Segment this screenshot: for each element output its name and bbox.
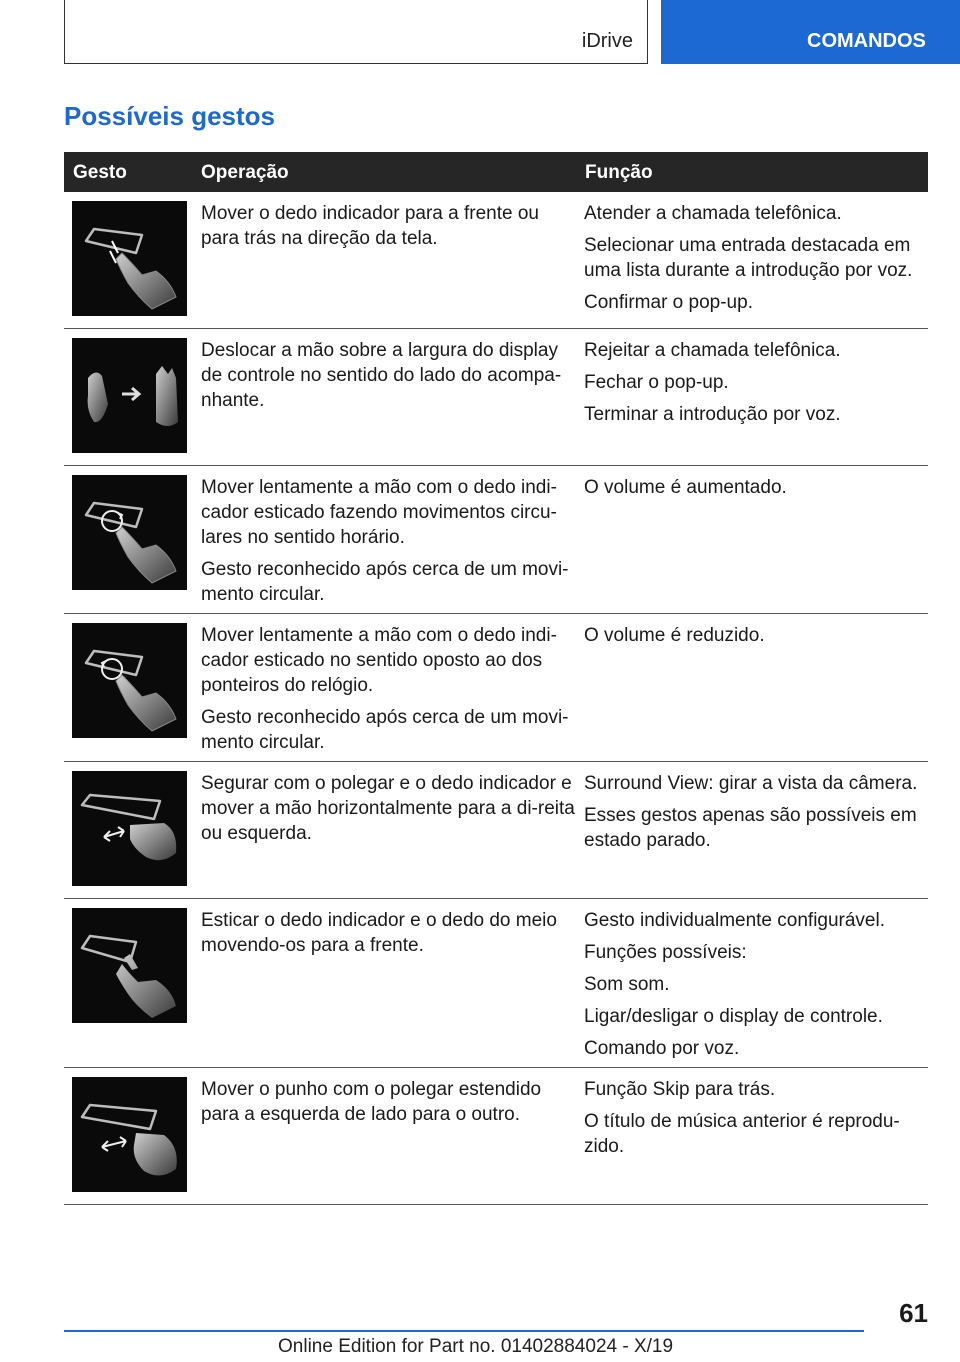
function-text: Funções possíveis:: [584, 942, 747, 963]
table-row: [64, 466, 928, 614]
function-text: O título de música anterior é reprodu-zido.: [584, 1111, 900, 1157]
table-row: [64, 762, 928, 899]
column-header-gesture: Gesto: [73, 162, 127, 183]
column-header-function: Função: [585, 162, 653, 183]
edition-note: Online Edition for Part no. 01402884024 - X/19: [278, 1336, 674, 1357]
page-title: Possíveis gestos: [64, 101, 275, 131]
page-number: 61: [899, 1298, 928, 1328]
table-header: [64, 152, 928, 192]
function-text: Som som.: [584, 974, 670, 995]
operation-cell: [201, 475, 575, 614]
gestures-table: [64, 152, 928, 1205]
function-text: Comando por voz.: [584, 1038, 740, 1059]
operation-text: Gesto reconhecido após cerca de um movi-mento circular.: [201, 707, 569, 753]
function-text: Confirmar o pop-up.: [584, 292, 753, 313]
operation-text: Mover lentamente a mão com o dedo indi-cador esticado fazendo movimentos circu-lares no sentido horário.: [201, 477, 557, 548]
operation-text: Mover lentamente a mão com o dedo indi-cador esticado no sentido oposto ao dos ponteiros do relógio.: [201, 625, 557, 696]
function-text: Esses gestos apenas são possíveis em estado parado.: [584, 805, 917, 851]
function-text: Rejeitar a chamada telefônica.: [584, 340, 841, 361]
function-text: Ligar/desligar o display de controle.: [584, 1006, 883, 1027]
operation-text: Mover o dedo indicador para a frente ou para trás na direção da tela.: [201, 203, 539, 249]
operation-text: Mover o punho com o polegar estendido para a esquerda de lado para o outro.: [201, 1079, 542, 1125]
function-cell: [584, 475, 924, 507]
header-chapter-tab[interactable]: COMANDOS: [661, 0, 960, 64]
function-cell: [584, 771, 924, 860]
function-text: Fechar o pop-up.: [584, 372, 729, 393]
function-text: Surround View: girar a vista da câmera.: [584, 773, 918, 794]
function-text: Selecionar uma entrada destacada em uma lista durante a introdução por voz.: [584, 235, 913, 281]
gesture-pinch-horizontal-icon: [72, 771, 187, 886]
function-text: O volume é aumentado.: [584, 477, 787, 498]
gesture-rotate-clockwise-icon: [72, 475, 187, 590]
gesture-rotate-counterclockwise-icon: [72, 623, 187, 738]
header-section-box: [64, 0, 648, 64]
table-row: [64, 614, 928, 762]
header-section-label: iDrive: [581, 30, 633, 52]
gesture-two-fingers-forward-icon: [72, 908, 187, 1023]
gesture-finger-forward-back-icon: [72, 201, 187, 316]
function-text: Terminar a introdução por voz.: [584, 404, 841, 425]
function-text: Atender a chamada telefônica.: [584, 203, 842, 224]
table-row: [64, 329, 928, 466]
operation-cell: [201, 1077, 575, 1134]
footer-divider: [64, 1330, 864, 1332]
operation-cell: [201, 623, 575, 762]
function-text: Gesto individualmente configurável.: [584, 910, 886, 931]
operation-cell: [201, 338, 575, 420]
operation-cell: [201, 771, 575, 853]
operation-cell: [201, 201, 575, 258]
table-row: [64, 192, 928, 329]
function-cell: [584, 623, 924, 655]
table-row: [64, 899, 928, 1068]
operation-text: Deslocar a mão sobre a largura do display de controle no sentido do lado do acompa-nhante.: [201, 340, 562, 411]
operation-text: Segurar com o polegar e o dedo indicador e mover a mão horizontalmente para a di-reita ou esquerda.: [201, 773, 575, 844]
gesture-swipe-hand-icon: [72, 338, 187, 453]
operation-text: Esticar o dedo indicador e o dedo do meio movendo-os para a frente.: [201, 910, 557, 956]
function-cell: [584, 1077, 924, 1166]
gesture-fist-thumb-icon: [72, 1077, 187, 1192]
operation-cell: [201, 908, 575, 965]
function-cell: [584, 908, 924, 1068]
function-text: O volume é reduzido.: [584, 625, 765, 646]
function-cell: [584, 338, 924, 434]
operation-text: Gesto reconhecido após cerca de um movi-mento circular.: [201, 559, 569, 605]
function-cell: [584, 201, 924, 322]
table-row: [64, 1068, 928, 1205]
column-header-operation: Operação: [201, 162, 289, 183]
function-text: Função Skip para trás.: [584, 1079, 776, 1100]
